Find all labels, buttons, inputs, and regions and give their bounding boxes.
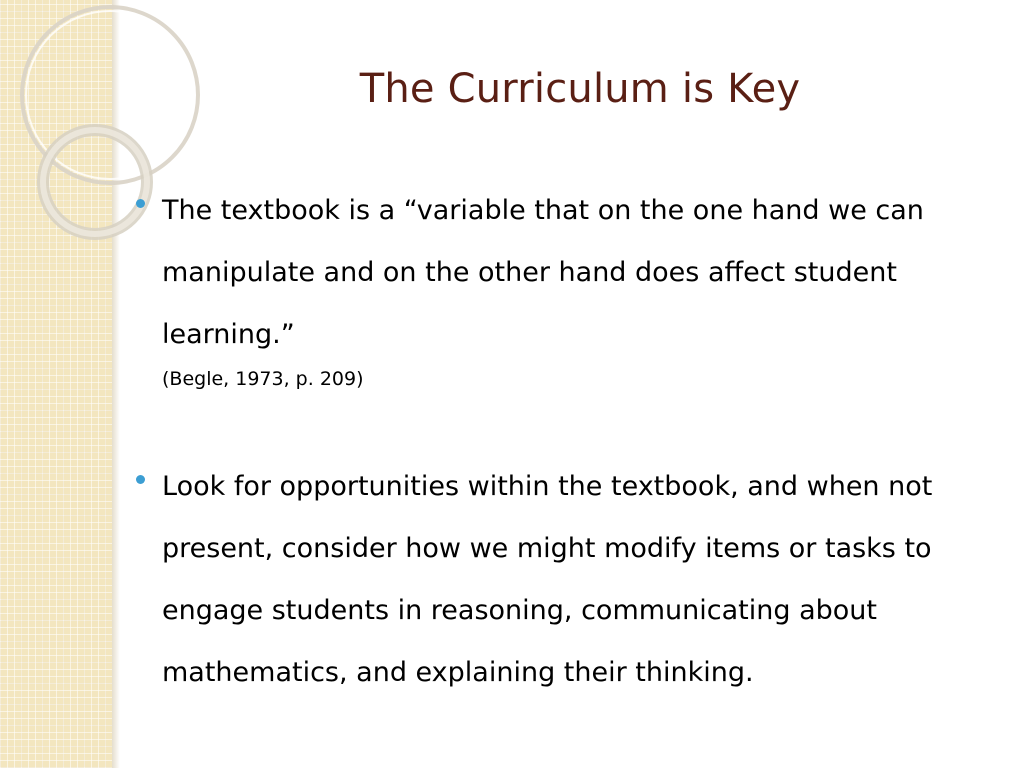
bullet-text: The textbook is a “variable that on the one hand we can manipulate and on the other hand does affect student learning.” (162, 195, 924, 350)
bullet-list (134, 180, 994, 704)
bullet-item (134, 180, 994, 392)
bullet-icon (136, 475, 145, 484)
bullet-icon (136, 199, 145, 208)
slide-title: The Curriculum is Key (359, 66, 801, 112)
citation: (Begle, 1973, p. 209) (162, 368, 364, 390)
bullet-item (134, 456, 994, 704)
bullet-text: Look for opportunities within the textbook, and when not present, consider how we might modify items or tasks to engage students in reasoning, communicating about mathematics, and explaining their thinking. (162, 471, 933, 688)
